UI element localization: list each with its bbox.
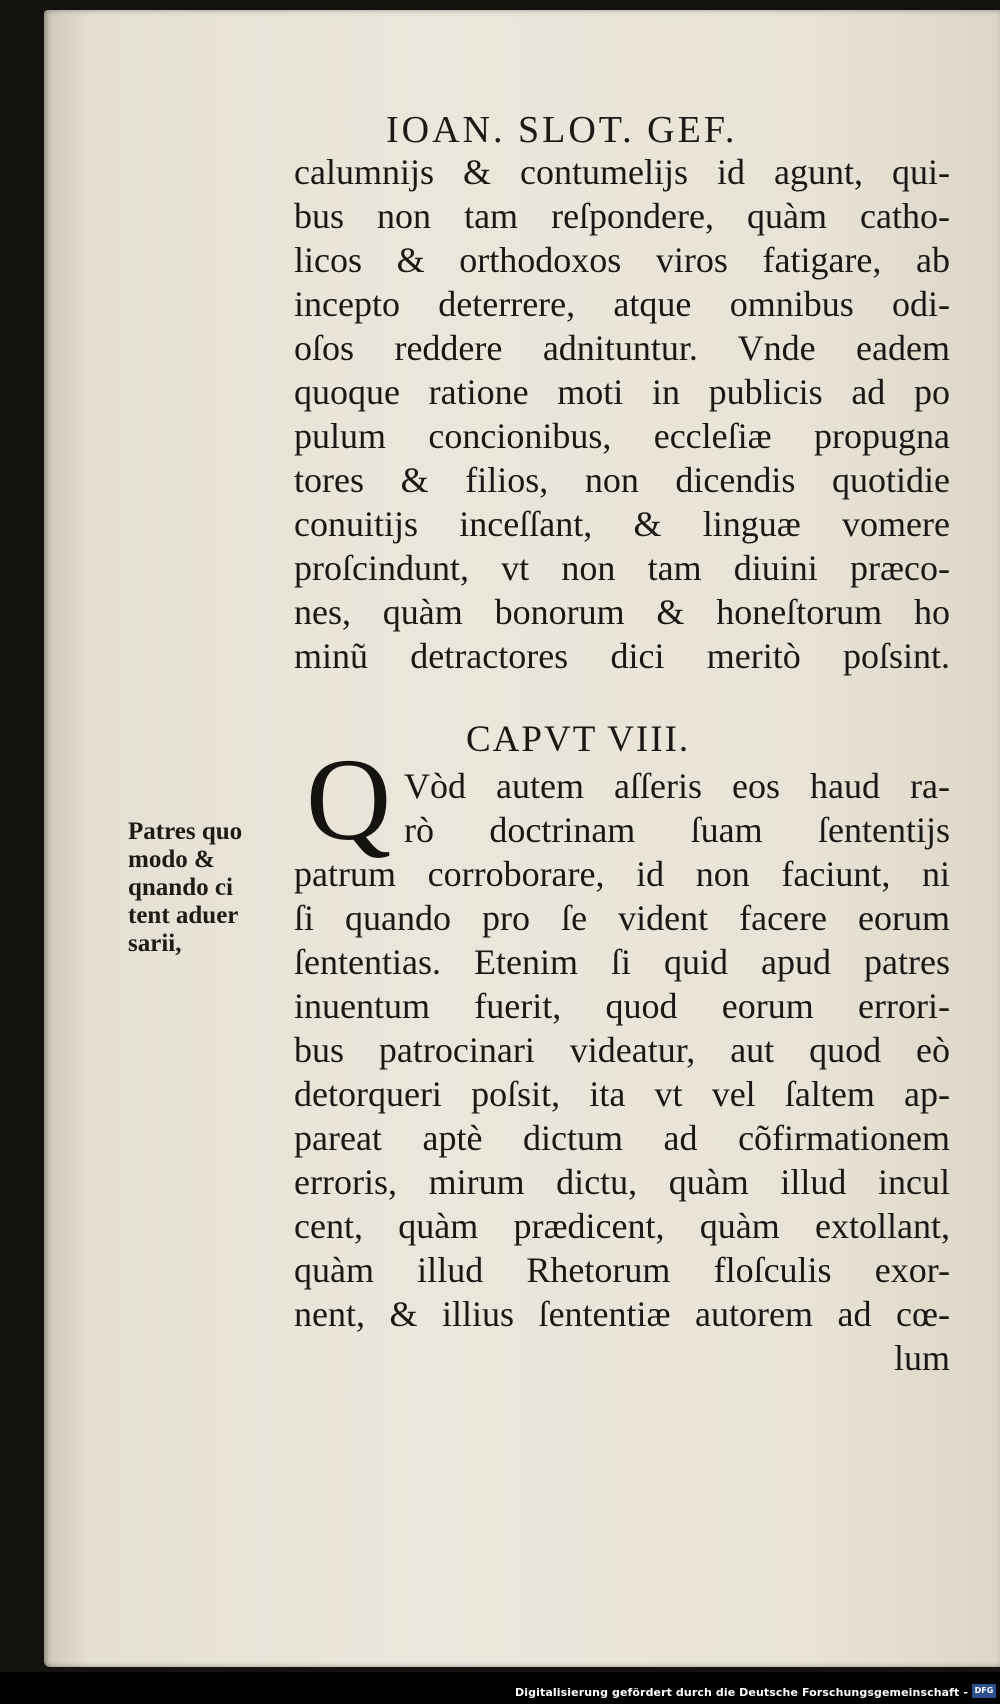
margin-note-line: qnando ci [128, 874, 233, 901]
margin-note [128, 818, 288, 958]
text-line: tores & filios, non dicendis quotidie [294, 460, 950, 500]
text-line: erroris, mirum dictu, quàm illud incul [294, 1162, 950, 1202]
catchword: lum [893, 1338, 950, 1378]
text-line: oſos reddere adnituntur. Vnde eadem [294, 328, 950, 368]
margin-note-line: sarii, [128, 930, 182, 957]
running-head: IOAN. SLOT. GEF. [386, 109, 738, 151]
text-line: rò doctrinam ſuam ſententijs [404, 810, 950, 850]
margin-note-line: Patres quo [128, 818, 243, 845]
text-line: nent, & illius ſententiæ autorem ad cœ- [294, 1294, 950, 1334]
text-line: patrum corroborare, id non faciunt, ni [294, 854, 950, 894]
text-line: incepto deterrere, atque omnibus odi- [294, 284, 950, 324]
text-line: quàm illud Rhetorum floſculis exor- [294, 1250, 950, 1290]
footer-credit: Digitalisierung gefördert durch die Deutsche Forschungsgemeinschaft - [515, 1686, 968, 1699]
text-line: ſi quando pro ſe vident facere eorum [294, 898, 950, 938]
text-line: licos & orthodoxos viros fatigare, ab [294, 240, 950, 280]
text-line: bus non tam reſpondere, quàm catho- [294, 196, 950, 236]
text-line: calumnijs & contumelijs id agunt, qui- [294, 152, 950, 192]
text-line: proſcindunt, vt non tam diuini præco- [294, 548, 950, 588]
margin-note-line: modo & [128, 846, 215, 873]
text-line: detorqueri poſsit, ita vt vel ſaltem ap- [294, 1074, 950, 1114]
text-line: conuitijs inceſſant, & linguæ vomere [294, 504, 950, 544]
drop-cap: Q [306, 734, 392, 865]
text-line: ſententias. Etenim ſi quid apud patres [294, 942, 950, 982]
dfg-logo: DFG [972, 1684, 996, 1698]
text-line: cent, quàm prædicent, quàm extollant, [294, 1206, 950, 1246]
text-line: pulum concionibus, eccleſiæ propugna [294, 416, 950, 456]
chapter-heading: CAPVT VIII. [466, 719, 691, 760]
text-line: minũ detractores dici meritò poſsint. [294, 636, 950, 676]
margin-note-line: tent aduer [128, 902, 239, 929]
text-line: nes, quàm bonorum & honeſtorum ho [294, 592, 950, 632]
text-line: inuentum fuerit, quod eorum errori- [294, 986, 950, 1026]
text-line: bus patrocinari videatur, aut quod eò [294, 1030, 950, 1070]
text-line: quoque ratione moti in publicis ad po [294, 372, 950, 412]
text-line: pareat aptè dictum ad cõfirmationem [294, 1118, 950, 1158]
text-line: Vòd autem aſſeris eos haud ra- [404, 766, 950, 806]
